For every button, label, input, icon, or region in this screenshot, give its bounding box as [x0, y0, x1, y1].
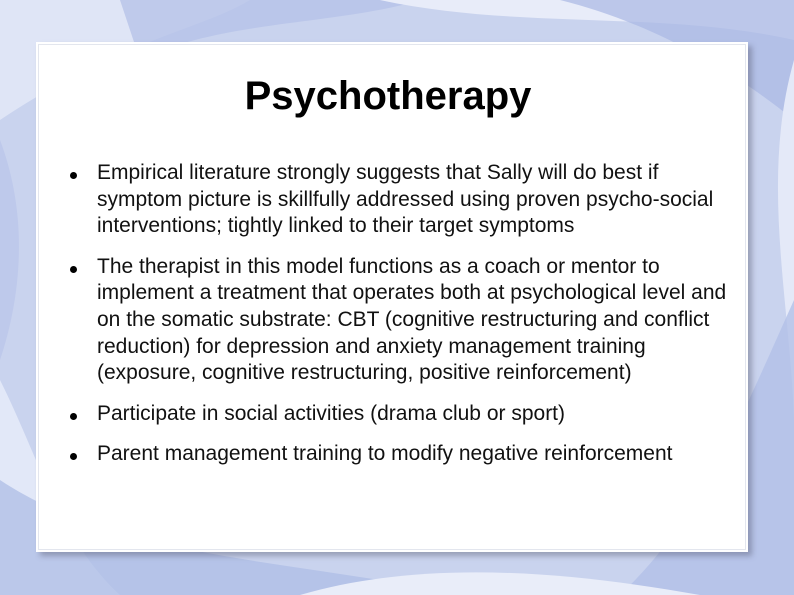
- bullet-item: [70, 160, 730, 240]
- slide-title: Psychotherapy: [244, 74, 532, 118]
- bullet-text: The therapist in this model functions as a coach or mentor to implement a treatment that operates both at psychological level and on the somatic substrate: CBT (cognitive restructuring and conflict reduction) for depression and anxiety management training (exposure, cognitive restructuring, positive reinforcement): [97, 254, 727, 385]
- bullet-dot-icon: [70, 453, 77, 460]
- bullet-dot-icon: [70, 172, 77, 179]
- bullet-item: [70, 254, 730, 387]
- bullet-item: [70, 441, 730, 468]
- bullet-text: Parent management training to modify negative reinforcement: [97, 442, 673, 466]
- bullet-list: [70, 160, 730, 482]
- bullet-text: Participate in social activities (drama club or sport): [97, 401, 566, 425]
- bullet-dot-icon: [70, 413, 77, 420]
- bullet-dot-icon: [70, 266, 77, 273]
- bullet-text: Empirical literature strongly suggests that Sally will do best if symptom picture is skillfully addressed using proven psycho-social interventions; tightly linked to their target symptoms: [97, 161, 714, 238]
- bullet-item: [70, 401, 730, 428]
